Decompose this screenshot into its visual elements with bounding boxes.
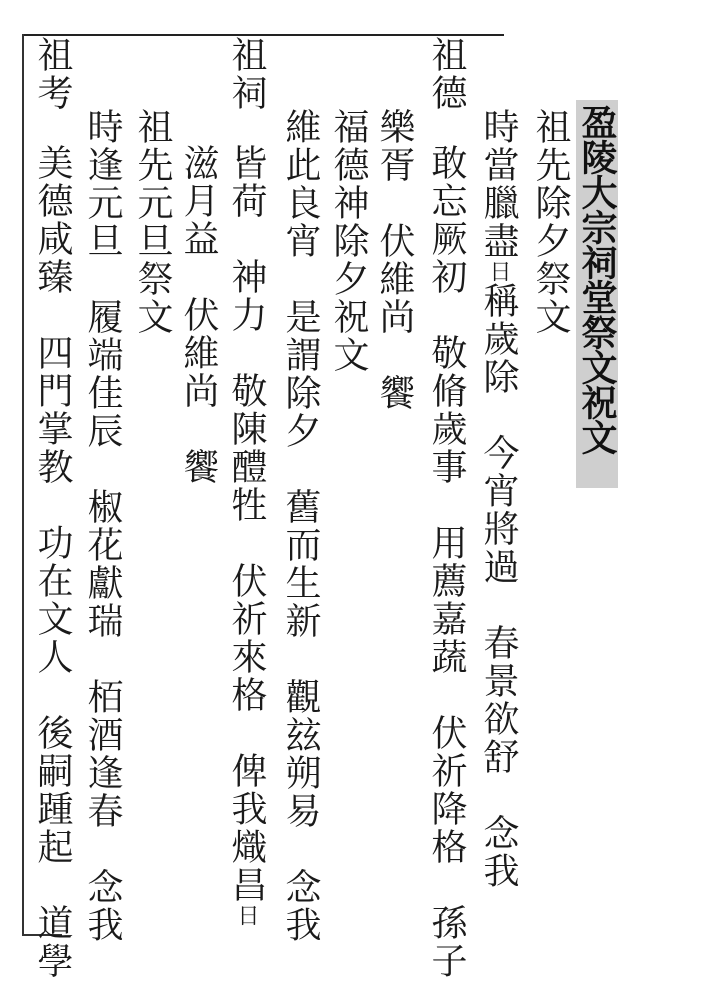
text-column-3-body: 敢忘厥初 敬脩歲事 用薦嘉蔬 伏祈降格 孫子	[426, 144, 467, 980]
text-column-1: 祖先除夕祭文	[530, 108, 571, 336]
column-2-rest: 稱歲除 今宵將過 春景欲舒 念我	[478, 282, 519, 890]
text-column-5: 福德神除夕祝文	[328, 108, 369, 374]
column-7-small-mark: 日	[234, 904, 259, 926]
text-column-10: 時逢元旦 履端佳辰 椒花獻瑞 栢酒逢春 念我	[82, 108, 123, 944]
column-2-main: 時當臘盡	[478, 108, 519, 260]
column-11-head: 祖	[32, 36, 73, 74]
text-column-8: 滋月益 伏維尚 饗	[178, 144, 219, 486]
column-3-main: 德	[426, 74, 467, 112]
text-column-11-head	[32, 36, 73, 112]
text-column-7-body	[226, 144, 267, 926]
column-11-main: 考	[32, 74, 73, 112]
text-column-7-head	[226, 36, 267, 112]
column-7-rest: 皆荷 神力 敬陳醴牲 伏祈來格 俾我熾昌	[226, 144, 267, 904]
column-7-main: 祠	[226, 74, 267, 112]
document-title: 盈陵大宗祠堂祭文祝文	[576, 104, 618, 454]
left-border-line	[22, 34, 24, 936]
text-column-6: 維此良宵 是謂除夕 舊而生新 觀玆朔易 念我	[280, 108, 321, 944]
text-column-2	[478, 108, 519, 890]
text-column-9: 祖先元旦祭文	[132, 108, 173, 336]
column-3-head: 祖	[426, 36, 467, 74]
text-column-3	[426, 36, 467, 112]
column-2-small-mark: 日	[486, 260, 511, 282]
column-7-head: 祖	[226, 36, 267, 74]
text-column-11-body: 美德咸臻 四門掌教 功在文人 後嗣踵起 道學	[32, 144, 73, 980]
text-column-4: 樂胥 伏維尚 饗	[374, 108, 415, 412]
